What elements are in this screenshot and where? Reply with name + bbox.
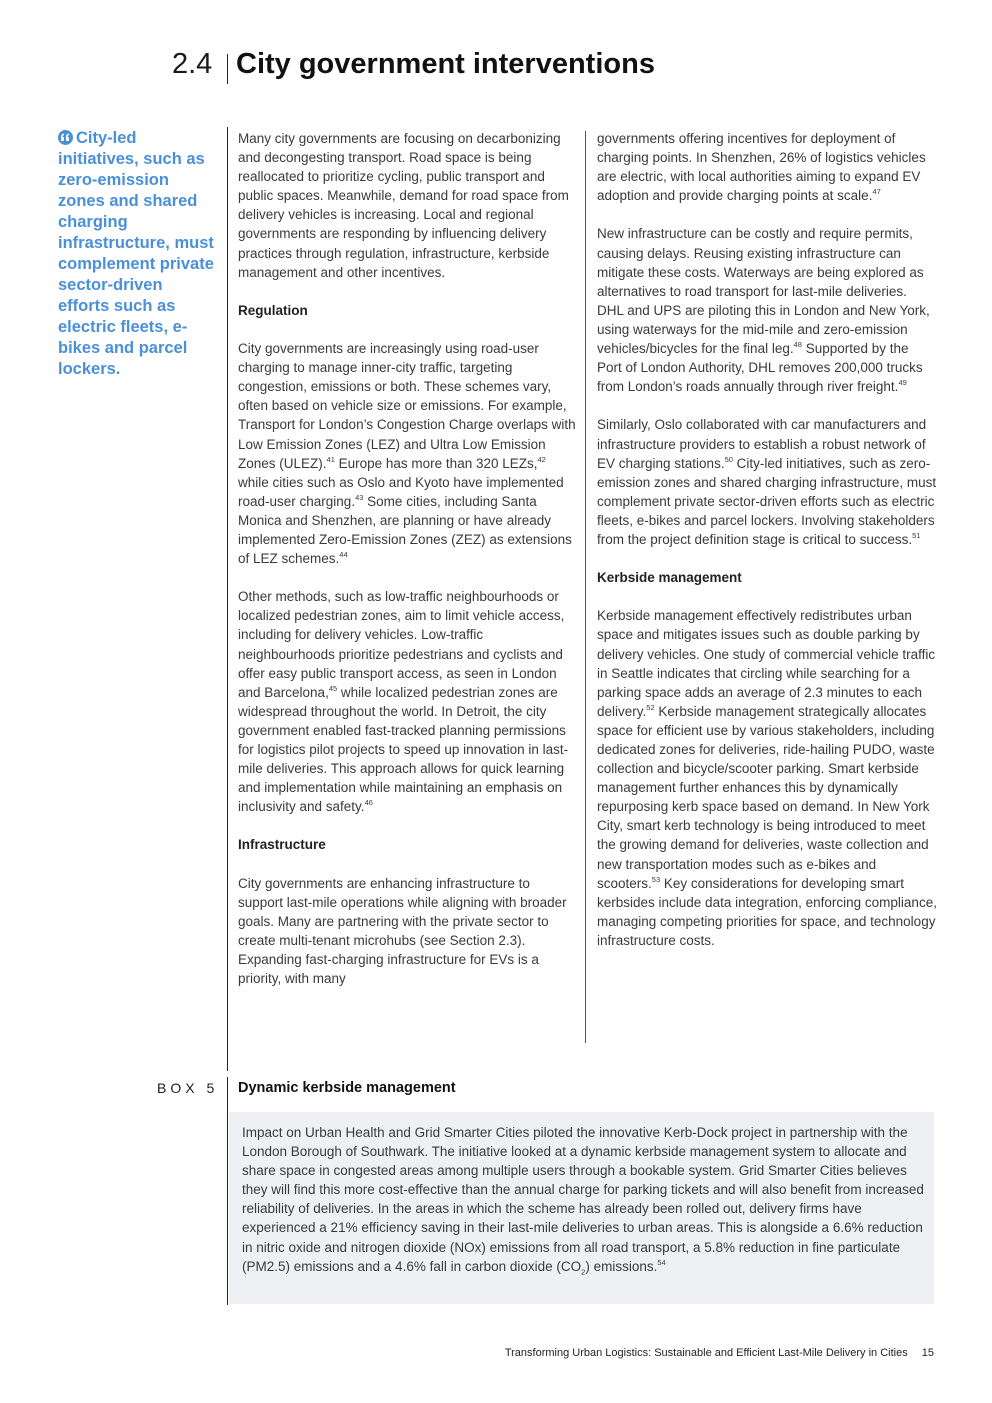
footnote-ref[interactable]: 50 [724, 454, 733, 464]
intro-paragraph: Many city governments are focusing on decarbonizing and decongesting transport. Road space is being reallocated to prioritize cycling, public transport and public spaces. Meanwhile, demand for road space from delivery vehicles is increasing. Local and regional governments are responding by influencing delivery practices through regulation, infrastructure, kerbside management and other incentives. [238, 131, 569, 280]
infrastructure-paragraph: City governments are enhancing infrastructure to support last-mile operations while aligning with broader goals. Many are partnering with the private sector to create multi-tenant microhubs (see Section 2.3). Expanding fast-charging infrastructure for EVs is a priority, with many [238, 875, 567, 987]
box-title: Dynamic kerbside management [238, 1080, 456, 1096]
footnote-ref[interactable]: 44 [339, 550, 348, 560]
quote-icon [58, 130, 73, 145]
title-divider [227, 54, 228, 84]
page-number: 15 [921, 1347, 934, 1359]
box-panel [229, 1112, 934, 1304]
left-column [238, 129, 578, 1007]
pull-quote [58, 128, 218, 380]
footnote-ref[interactable]: 49 [898, 378, 907, 388]
waterways-paragraph: New infrastructure can be costly and require permits, causing delays. Reusing existing infrastructure can mitigate these costs. Waterways are being explored as alternatives to road transport for last-mile deliveries. DHL and UPS are piloting this in London and New York, using waterways for the mid-mile and zero-emission vehicles/bicycles for the final leg.$^{48}$ Supported by the Port of London Authority, DHL removes 200,000 trucks from London’s roads annually through river freight.$^{49}$ [597, 226, 930, 395]
content-divider [227, 127, 228, 1071]
footnote-ref[interactable]: 45 [328, 683, 338, 693]
footnote-ref[interactable]: 47 [872, 187, 881, 197]
other-methods-paragraph: Other methods, such as low-traffic neighbourhoods or localized pedestrian zones, aim to limit vehicle access, including for delivery vehicles. Low-traffic neighbourhoods prioritize pedestrians and cyclists and offer easy public transport access, as seen in London and Barcelona,$^{45}$ while localized pedestrian zones are widespread throughout the world. In Detroit, the city government enabled fast-tracked planning permissions for logistics pilot projects to speed up innovation in last-mile deliveries. This approach allows for quick learning and implementation while maintaining an emphasis on inclusivity and safety.$^{46}$ [238, 589, 569, 815]
box-label: BOX 5 [157, 1080, 219, 1096]
footnote-ref[interactable]: 41 [326, 454, 335, 464]
report-title: Transforming Urban Logistics: Sustainable and Efficient Last-Mile Delivery in Cities [504, 1347, 908, 1359]
charging-paragraph: governments offering incentives for deployment of charging points. In Shenzhen, 26% of logistics vehicles are electric, with local authorities aiming to expand EV adoption and provide charging points at scale.$^{47}$ [597, 131, 926, 204]
regulation-paragraph: City governments are increasingly using road-user charging to manage inner-city traffic, targeting congestion, emissions or both. These schemes vary, often based on vehicle size or emissions. For example, Transport for London’s Congestion Charge overlaps with Low Emission Zones (LEZ) and Ultra Low Emission Zones (ULEZ).$^{41}$ Europe has more than 320 LEZs,$^{42}$ while cities such as Oslo and Kyoto have implemented road-user charging.$^{43}$ Some cities, including Santa Monica and Shenzhen, are planning or have already implemented Zero-Emission Zones (ZEZ) as extensions of LEZ schemes.$^{44}$ [238, 341, 576, 567]
page-title: City government interventions [236, 48, 655, 80]
right-column [597, 129, 937, 969]
heading-infrastructure: Infrastructure [238, 837, 326, 853]
kerbside-paragraph: Kerbside management effectively redistributes urban space and mitigates issues such as double parking by delivery vehicles. One study of commercial vehicle traffic in Seattle indicates that circling while searching for a parking space adds an average of 2.3 minutes to each delivery.$^{52}$ Kerbside management strategically allocates space for efficient use by various stakeholders, including dedicated zones for deliveries, ride-hailing PUDO, waste collection and bicycle/scooter parking. Smart kerbside management further enhances this by dynamically repurposing kerb space based on demand. In New York City, smart kerb technology is being introduced to meet the growing demand for deliveries, waste collection and new transportation modes such as e-bikes and scooters.$^{53}$ Key considerations for developing smart kerbsides include data integration, enforcing compliance, managing competing priorities for space, and technology infrastructure costs. [597, 608, 937, 948]
footnote-ref[interactable]: 53 [651, 874, 661, 884]
footnote-ref[interactable]: 52 [646, 702, 655, 712]
column-divider [585, 131, 586, 1043]
heading-regulation: Regulation [238, 302, 308, 318]
footnote-ref[interactable]: 48 [793, 340, 802, 350]
pull-quote-text: City-led initiatives, such as zero-emission zones and shared charging infrastructure, must complement private sector-driven efforts such as electric fleets, e-bikes and parcel lockers. [58, 129, 214, 378]
page-footer [505, 1347, 934, 1359]
footnote-ref[interactable]: 46 [364, 798, 373, 808]
box-divider [227, 1077, 228, 1305]
box-text: Impact on Urban Health and Grid Smarter Cities piloted the innovative Kerb-Dock project in partnership with the London Borough of Southwark. The initiative looked at a dynamic kerbside management system to allocate and share space in congested areas among multiple users through a bookable system. Grid Smarter Cities believes they will find this more cost-effective than the annual charge for parking tickets and will also benefit from increased reliability of deliveries. In the areas in which the scheme has already been rolled out, delivery firms have experienced a 21% efficiency saving in their last-mile deliveries to urban areas. This is alongside a 6.6% reduction in nitric oxide and nitrogen dioxide (NOx) emissions from all road transport, a 5.8% reduction in fine particulate (PM2.5) emissions and a 4.6% fall in carbon dioxide $(CO_2)$ emissions.$^{54}$ [242, 1125, 924, 1277]
oslo-paragraph: Similarly, Oslo collaborated with car manufacturers and infrastructure providers to establish a robust network of EV charging stations.$^{50}$ City-led initiatives, such as zero-emission zones and shared charging infrastructure, must complement private sector-driven efforts such as electric fleets, e-bikes and parcel lockers. Involving stakeholders from the project definition stage is critical to success.$^{51}$ [597, 417, 937, 547]
footnote-ref[interactable]: 54 [657, 1257, 666, 1267]
footnote-ref[interactable]: 51 [912, 530, 921, 540]
footnote-ref[interactable]: 43 [355, 492, 364, 502]
heading-kerbside: Kerbside management [597, 570, 742, 586]
footnote-ref[interactable]: 42 [537, 454, 546, 464]
section-number: 2.4 [172, 48, 213, 80]
